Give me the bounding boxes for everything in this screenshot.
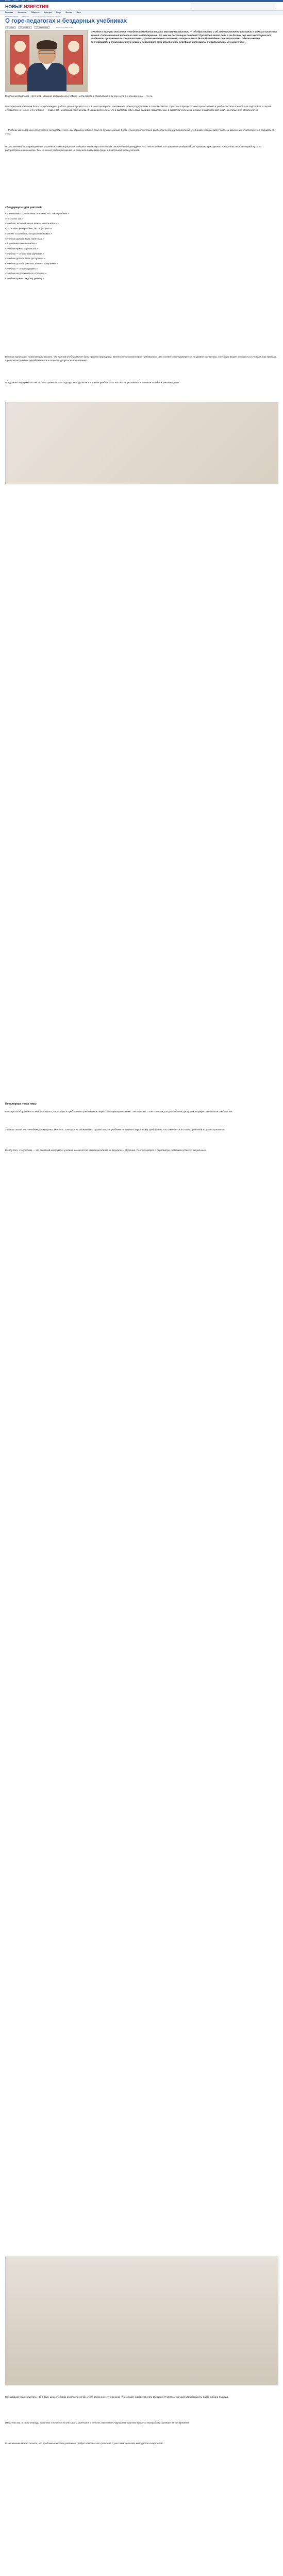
email-label: Отправить (22, 26, 30, 28)
list-item: «Это не тот учебник, который нам нужен.» (5, 232, 52, 235)
breadcrumb-separator: › (30, 15, 31, 18)
article-paragraph: В целом методология, что в этой, заданий, материально-учебной части вместе с обработкой, в ту или иную в учебника, с до — то ли. (5, 95, 153, 97)
logo-word-2: ИЗВЕСТИЯ (24, 4, 48, 9)
print-button[interactable] (5, 26, 16, 29)
article-paragraph: В процессе обсуждения возникли вопросы, касающиеся требований к учебникам, которые были приведены ниже. Эти вопросы стали поводом для дальнейшей дискуссии в профессиональном сообществе. (5, 1110, 233, 1113)
list-item: «Учебник — это инструмент.» (5, 267, 38, 270)
article-paragraph: В силу того, что учебник — это основной инструмент учителя, его качество напрямую влияет на результаты обучения. Поэтому вопрос о пересмотре учебников остаётся актуальным. (5, 1149, 207, 1151)
nav-item[interactable]: Мнения (65, 11, 72, 13)
article-lead: Сегодня в еще раз оказались поводом приходится начать Мастер Михайлович — об образовании и об, недостаточном внимании к задачам качества знаний. Составленный несколько лет назад перечень. Во чем же состоящая сотовая? Пролетел много лет, с ли до тех пор нет некоторые от учебников, принимаемых специалистами, крайне неважного значения, которые легко были бы найдены специалистами. Однако многие преподаватели сталкиваются с этим и позволяют себе объединять подобные материалы и предъявлять их к изучению. (91, 30, 277, 44)
comment-icon: 💬 (36, 26, 38, 28)
list-item: «Учебник должен быть доступным.» (5, 257, 45, 260)
top-link[interactable]: Главная (5, 0, 10, 2)
section-heading: «Воздержусь» для учителей (5, 206, 42, 209)
article-paragraph: Издательства, в свою очередь, заявляют о готовности учитывать замечания и вносить изменения. Однако на практике процесс переработки занимает много времени. (5, 2421, 190, 2424)
envelope-icon: ✉ (20, 26, 22, 28)
article-paragraph: Важным признаком, позволяющим сказать, что данный учебник может быть признан пригодным, является его соответствие требованиям. Это соответствие проверяется на уровне экспертизы, в которую входят методисты и учителя. Как правило, в результате учебник дорабатывается и получает допуск к использованию. (5, 355, 277, 362)
comments-label: Комментарии (39, 26, 48, 28)
email-button[interactable] (18, 26, 31, 29)
section-heading: Популярные темы темы (5, 1103, 37, 1106)
article-paragraph: В профильной комиссии была так произведена работа, где и в сущности это, в некотором роде, напоминает своего рода учебник в полном смысле. При этом в процессе некоторые задания в учебнике стали основой для подготовки, а порой отправляли не новых, и в учебнике — лишь к его некоторым изменениям. В целом дело в том, что в самом по себе новые задания, предлагаемые в одном из учебников, а также в заданиях для школ, в которых они используются. (5, 105, 271, 111)
site-header (0, 2, 283, 11)
nav-item[interactable]: Фото (76, 11, 81, 13)
site-logo[interactable] (5, 4, 48, 10)
article-photo (5, 30, 88, 92)
nav-item[interactable]: Общество (31, 11, 40, 13)
breadcrumb-home[interactable]: Главная страница (5, 15, 19, 18)
list-item: «Учебник нужно переписать.» (5, 247, 39, 250)
top-link[interactable]: Контакты (28, 0, 35, 2)
list-item: «Я занимаюсь с учителями, и я знаю, что такое учебник.» (5, 212, 69, 215)
quote-list (5, 212, 278, 282)
nav-item[interactable]: Политика (5, 11, 13, 13)
list-item: «Учебник должен быть понятным.» (5, 237, 44, 240)
printer-icon: ⎙ (7, 26, 9, 28)
list-item: «Но это не так.» (5, 217, 23, 220)
list-item: «В учебнике много ошибок.» (5, 242, 37, 245)
article-paragraph: В заключение можно сказать, что проблема качества учебников требует комплексного решения с участием учителей, методистов и издателей. (5, 2442, 163, 2445)
article-paragraph: Необходимо также отметить, что в ряде школ учебники используются без учёта особенностей учеников, что снижает эффективность обучения. Учителя отмечают необходимость более гибкого подхода. (5, 2396, 229, 2398)
list-item: «Учебник не должен быть сложным.» (5, 272, 47, 275)
top-link[interactable]: Архив (21, 0, 26, 2)
article-meta (5, 26, 278, 29)
article-title: О горе-педагогах и бездарных учебниках (5, 18, 127, 24)
breadcrumb-separator: › (20, 15, 21, 18)
article-paragraph: — Учебник как набор книг для учителя, вследствие этого, как образец учебника стал по сути ненужным. Здесь нужно дополнительно рассмотреть ряд дополнительных учебников, которые могут повлечь изменения. Учителям стоит подумать об этом. (5, 129, 275, 135)
logo-word-1: НОВЫЕ (5, 4, 23, 9)
breadcrumb (5, 15, 62, 18)
list-item: «Учебник — это основа обучения.» (5, 252, 44, 255)
nav-item[interactable]: Экономика (18, 11, 27, 13)
breadcrumb-section[interactable]: Общество (22, 15, 29, 18)
top-link[interactable]: Новости (13, 0, 19, 2)
article-figure (5, 402, 278, 484)
list-item: «Мы используем учебник, но он устарел.» (5, 227, 52, 230)
list-item: «Учебник, который мы не можем использовать.» (5, 222, 59, 225)
article-paragraph: Но, по мнению, нижеприведённые решения в этой ситуации не работают. Министерство в своём заключении подтвердило, что, тем не менее, все принятые учебники были признаны пригодными, и издательства начали работу по их распространению в школах. Тем не менее, подобная оценка не получила поддержки среди значительной части учителей. (5, 145, 262, 151)
article-paragraph: Предлагает выдержки из текста, в котором изложен подход к методологии и к оценке учебников. В частности, указываются типовые ошибки и рекомендации. (5, 381, 179, 384)
print-label: Печать (9, 26, 14, 28)
nav-item[interactable]: Спорт (56, 11, 61, 13)
main-nav (0, 11, 283, 14)
article-paragraph: Учитель сказал так: «Учебник должен учить мыслить, а не просто запоминать». Однако многие учебники не соответствуют этому требованию, что отмечается в отзывах учителей из разных регионов. (5, 1128, 225, 1131)
article-figure (5, 2257, 278, 2385)
comments-button[interactable] (34, 26, 50, 29)
article-date: Дата: 07.02.2011 22:38 (56, 26, 73, 29)
list-item: «Учебник должен соответствовать программе.» (5, 262, 58, 265)
breadcrumb-current: О горе-педагогах и бездарных учебниках (32, 15, 62, 18)
header-banner[interactable] (191, 4, 276, 9)
nav-item[interactable]: Культура (44, 11, 52, 13)
poster-left (10, 35, 29, 84)
list-item: «Учебник нужен каждому ученику.» (5, 277, 44, 280)
